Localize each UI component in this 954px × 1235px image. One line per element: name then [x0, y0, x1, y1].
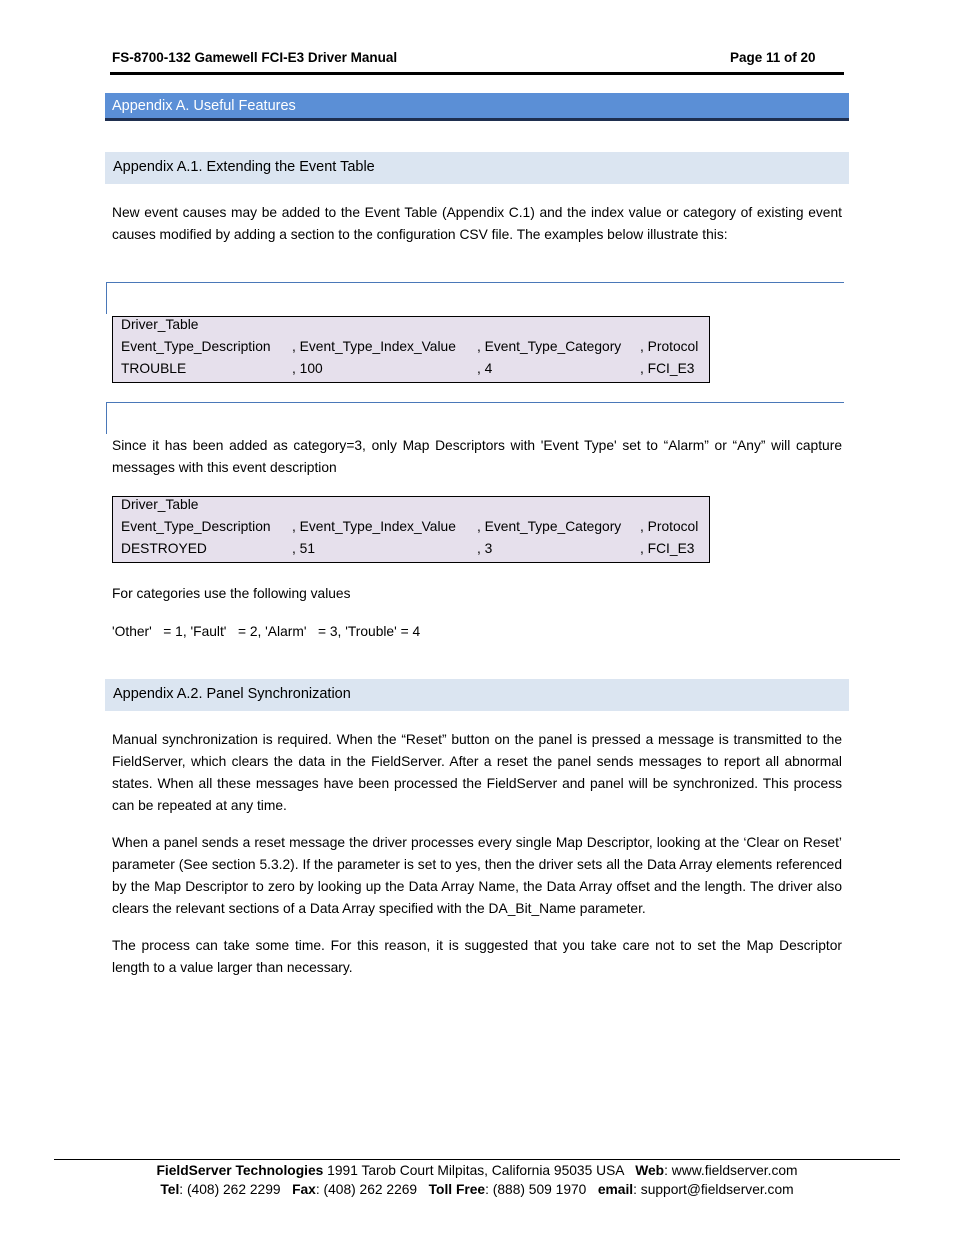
section-a1-heading: Appendix A.1. Extending the Event Table [113, 159, 375, 175]
table-cell: , FCI_E3 [640, 541, 695, 556]
table-cell: DESTROYED [121, 541, 207, 556]
footer-tel-label: Tel [160, 1182, 180, 1197]
footer-line-2 [0, 1182, 954, 1197]
sync-paragraph-3: The process can take some time. For this reason, it is suggested that you take care not to set the Map Descriptor length to a value larger than necessary. [112, 938, 842, 975]
table-row [113, 317, 709, 339]
footer-email-label: email [597, 1182, 634, 1197]
sync-paragraph-2: When a panel sends a reset message the driver processes every single Map Descriptor, looking at the ‘Clear on Reset’ parameter (See section 5.3.2). If the parameter is set to yes, then the driver sets all the Data Array elements referenced by the Map Descriptor to zero by looking up the Data Array Name, the Data Array offset and the length. The driver also clears the relevant sections of a Data Array specified with the DA_Bit_Name parameter. [112, 835, 842, 916]
table-cell: Event_Type_Description [121, 339, 271, 354]
example-table-2 [112, 496, 710, 563]
table-cell: , 100 [292, 361, 323, 376]
category-note: Since it has been added as category=3, only Map Descriptors with 'Event Type' set to “Alarm” or “Any” will capture messages with this event description [112, 438, 842, 475]
table-cell: , 4 [477, 361, 493, 376]
table-cell: , 51 [292, 541, 316, 556]
table-row [113, 541, 709, 563]
footer-line-1 [0, 1163, 954, 1178]
table-header-row [113, 339, 709, 361]
footer-fax: : (408) 262 2269 [315, 1182, 429, 1197]
table-cell: , FCI_E3 [640, 361, 695, 376]
table-header-row [113, 519, 709, 541]
table-row [113, 361, 709, 383]
categories-values: 'Other' = 1, 'Fault' = 2, 'Alarm' = 3, 'Trouble' = 4 [112, 624, 421, 639]
section-a2-heading-bar [105, 679, 849, 711]
page-number: Page 11 of 20 [730, 50, 816, 65]
footer-address: 1991 Tarob Court Milpitas, California 95035 USA [323, 1163, 636, 1178]
example-frame-2 [106, 402, 844, 434]
categories-intro: For categories use the following values [112, 586, 351, 601]
appendix-heading: Appendix A. Useful Features [112, 98, 296, 114]
footer-tollfree: : (888) 509 1970 [485, 1182, 598, 1197]
table-cell: , Event_Type_Category [477, 519, 622, 534]
footer-web[interactable]: : www.fieldserver.com [664, 1163, 798, 1178]
table-cell: , Protocol [640, 339, 699, 354]
table-row [113, 497, 709, 519]
section-a1-heading-bar [105, 152, 849, 184]
table-cell: , Protocol [640, 519, 699, 534]
footer-web-label: Web [635, 1163, 665, 1178]
example-table-1 [112, 316, 710, 383]
appendix-heading-bar [105, 93, 849, 121]
table-cell: Event_Type_Description [121, 519, 271, 534]
footer-company: FieldServer Technologies [156, 1163, 324, 1178]
table-name: Driver_Table [121, 317, 199, 332]
header-divider [110, 72, 844, 75]
document-title: FS-8700-132 Gamewell FCI-E3 Driver Manual [112, 50, 398, 65]
table-cell: , Event_Type_Index_Value [292, 339, 456, 354]
footer-tel: : (408) 262 2299 [179, 1182, 293, 1197]
table-cell: , 3 [477, 541, 493, 556]
table-name: Driver_Table [121, 497, 199, 512]
footer-fax-label: Fax [292, 1182, 316, 1197]
footer-tollfree-label: Toll Free [428, 1182, 486, 1197]
table-cell: , Event_Type_Index_Value [292, 519, 456, 534]
footer-divider [54, 1159, 900, 1160]
table-cell: , Event_Type_Category [477, 339, 622, 354]
footer-email[interactable]: : support@fieldserver.com [633, 1182, 794, 1197]
sync-paragraph-1: Manual synchronization is required. When the “Reset” button on the panel is pressed a message is transmitted to the FieldServer, which clears the data in the FieldServer. After a reset the panel sends messages to report all abnormal states. When all these messages have been processed the FieldServer and panel will be synchronized. This process can be repeated at any time. [112, 732, 842, 813]
section-a1-intro: New event causes may be added to the Event Table (Appendix C.1) and the index value or category of existing event causes modified by adding a section to the configuration CSV file. The examples below illustrate this: [112, 205, 842, 242]
table-cell: TROUBLE [121, 361, 187, 376]
section-a2-heading: Appendix A.2. Panel Synchronization [113, 686, 351, 702]
example-frame-1 [106, 282, 844, 314]
